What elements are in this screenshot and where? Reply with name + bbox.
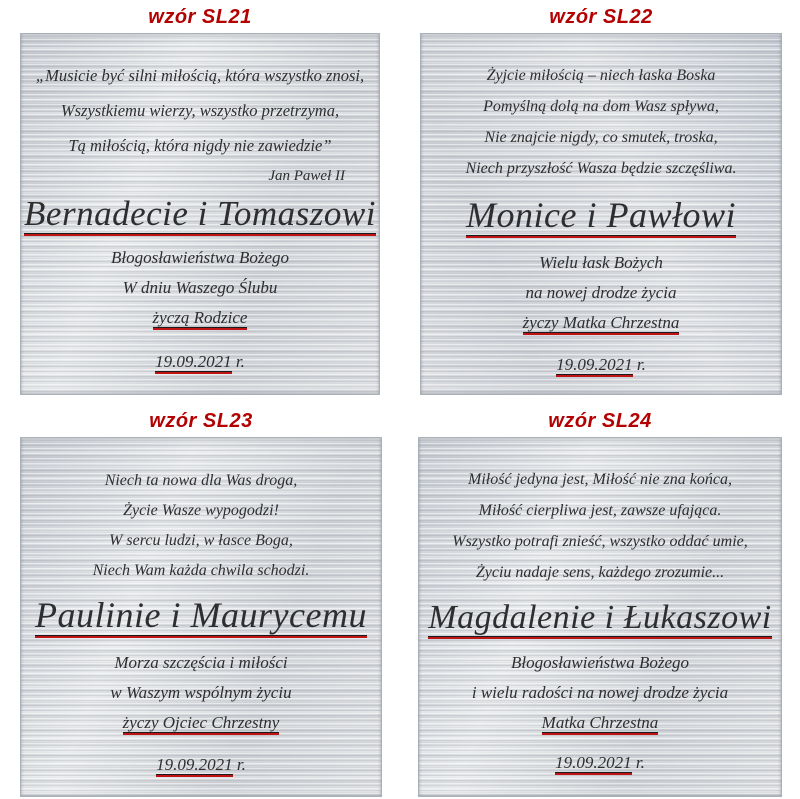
quote-line: „Musicie być silni miłością, która wszystko znosi, [35, 66, 365, 85]
quote-line: Niech ta nowa dla Was droga, [104, 472, 298, 489]
couple-names [466, 192, 736, 238]
couple-names-text: Bernadecie i Tomaszowi [24, 194, 376, 233]
date-text: 19.09.2021 [156, 755, 233, 774]
panel-sl22 [420, 6, 782, 395]
panel-title: wzór SL21 [148, 6, 252, 28]
quote-line: Żyjcie miłością – niech łaska Boska [486, 67, 716, 84]
quote-attribution: Jan Paweł II [268, 168, 345, 184]
date-suffix: r. [632, 355, 646, 374]
couple-names-text: Monice i Pawłowi [466, 195, 736, 235]
panel-sl23 [20, 410, 382, 797]
dedication-line: Morza szczęścia i miłości [114, 653, 288, 672]
signature-line [523, 308, 680, 338]
signature-text: Matka Chrzestna [541, 713, 659, 732]
signature-line [123, 708, 280, 738]
quote-line: Pomyślną dolą na dom Wasz spływa, [483, 98, 719, 115]
panel-title: wzór SL23 [149, 410, 253, 432]
signature-text: życzą Rodzice [152, 308, 248, 327]
date-text: 19.09.2021 [556, 355, 633, 374]
dedication-line: w Waszym wspólnym życiu [110, 683, 292, 702]
dedication-line: i wielu radości na nowej drodze życia [471, 683, 729, 702]
quote-line: Miłość cierpliwa jest, zawsze ufająca. [478, 502, 722, 519]
date-line [556, 350, 646, 380]
couple-names-text: Paulinie i Maurycemu [35, 595, 367, 635]
quote-line: Życie Wasze wypogodzi! [123, 502, 279, 519]
quote-line: Życiu nadaje sens, każdego zrozumie... [475, 564, 725, 581]
quote-line: Miłość jedyna jest, Miłość nie zna końca, [468, 471, 732, 488]
signature-text: życzy Ojciec Chrzestny [122, 713, 280, 732]
date-line [155, 347, 245, 377]
panel-sl24 [418, 410, 782, 797]
couple-names [24, 191, 376, 237]
date-suffix: r. [631, 753, 645, 772]
signature-text: życzy Matka Chrzestna [522, 313, 680, 332]
panel-title: wzór SL24 [548, 410, 652, 432]
quote-line: Wszystkiemu wierzy, wszystko przetrzyma, [60, 101, 340, 120]
couple-names-text: Magdalenie i Łukaszowi [428, 599, 772, 636]
panel-title: wzór SL22 [549, 6, 653, 28]
dedication-line: Wielu łask Bożych [539, 253, 663, 272]
plaque-preview [420, 33, 782, 395]
dedication-line: Błogosławieństwa Bożego [510, 653, 690, 672]
dedication-line: Błogosławieństwa Bożego [110, 248, 290, 267]
quote-line: Niech przyszłość Wasza będzie szczęśliwa. [465, 160, 737, 177]
dedication-line: na nowej drodze życia [525, 283, 677, 302]
date-suffix: r. [232, 755, 246, 774]
quote-line: W sercu ludzi, w łasce Boga, [109, 532, 293, 549]
quote-line: Wszystko potrafi znieść, wszystko oddać umie, [452, 533, 748, 550]
plaque-preview [418, 437, 782, 797]
date-line [156, 750, 246, 780]
panel-sl21 [20, 6, 380, 395]
dedication-line: W dniu Waszego Ślubu [122, 278, 278, 297]
couple-names [35, 592, 367, 638]
quote-line: Niech Wam każda chwila schodzi. [92, 562, 310, 579]
couple-names [428, 596, 771, 640]
plaque-preview [20, 33, 380, 395]
signature-line [153, 303, 248, 333]
date-text: 19.09.2021 [555, 753, 632, 772]
date-line [555, 748, 645, 778]
quote-line: Nie znajcie nigdy, co smutek, troska, [484, 129, 718, 146]
signature-line [542, 708, 659, 738]
date-suffix: r. [231, 352, 245, 371]
date-text: 19.09.2021 [155, 352, 232, 371]
plaque-preview [20, 437, 382, 797]
quote-line: Tą miłością, która nigdy nie zawiedzie” [68, 136, 332, 155]
